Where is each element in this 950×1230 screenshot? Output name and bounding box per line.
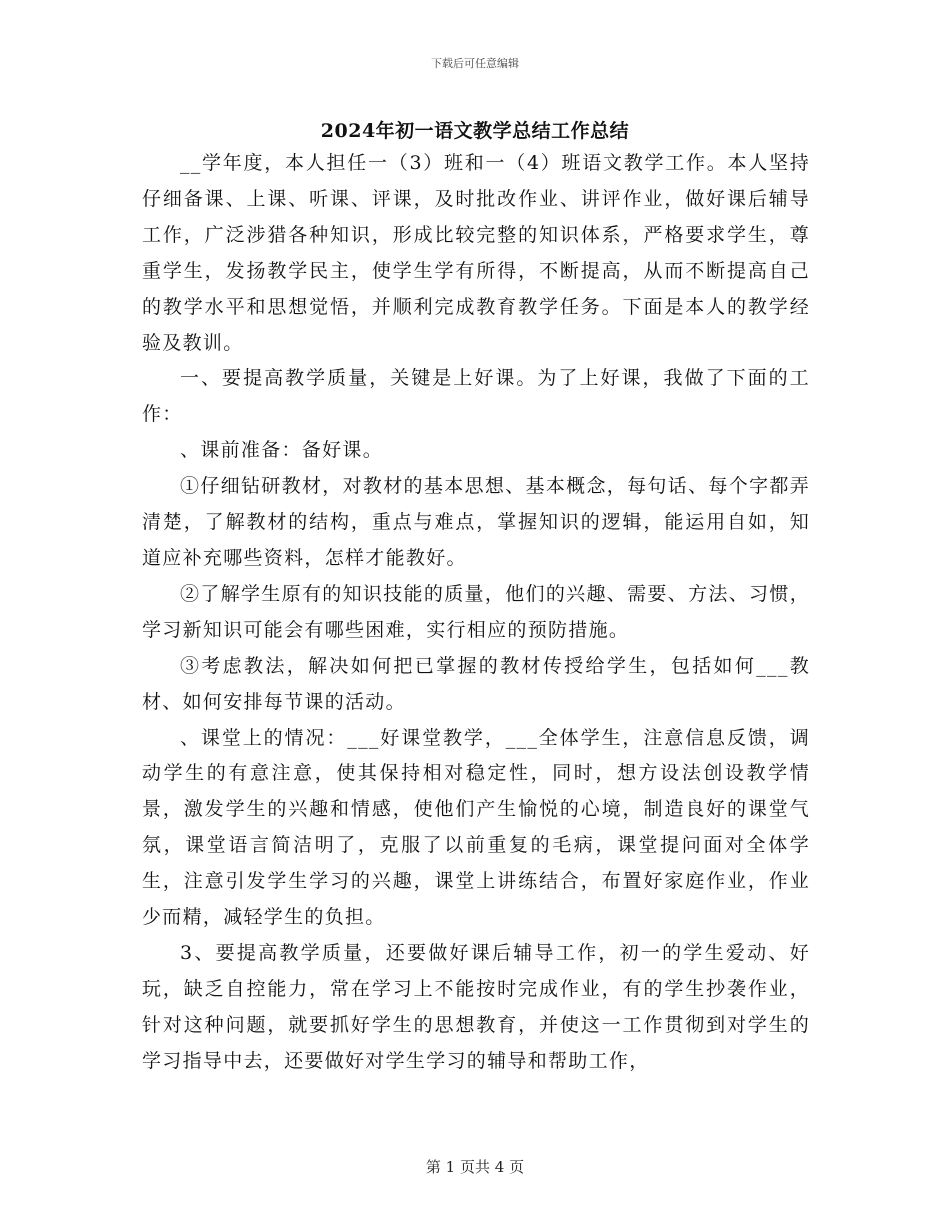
- paragraph-after-class: 3、要提高教学质量，还要做好课后辅导工作，初一的学生爱动、好玩，缺乏自控能力，常在学习上不能按时完成作业，有的学生抄袭作业，针对这种问题，就要抓好学生的思想教育，并使这一工作贯彻到对学生的学习指导中去，还要做好对学生学习的辅导和帮助工作，: [142, 941, 810, 1072]
- paragraph-item-1: ①仔细钻研教材，对教材的基本思想、基本概念，每句话、每个字都弄清楚，了解教材的结构，重点与难点，掌握知识的逻辑，能运用自如，知道应补充哪些资料，怎样才能教好。: [142, 475, 810, 569]
- document-body: [142, 146, 810, 1080]
- page-title: 2024年初一语文教学总结工作总结: [320, 120, 630, 142]
- paragraph-classroom: 、课堂上的情况：___好课堂教学，___全体学生，注意信息反馈，调动学生的有意注意，使其保持相对稳定性，同时，想方设法创设教学情景，激发学生的兴趣和情感，使他们产生愉悦的心境，制造良好的课堂气氛，课堂语言简洁明了，克服了以前重复的毛病，课堂提问面对全体学生，注意引发学生学习的兴趣，课堂上讲练结合，布置好家庭作业，作业少而精，减轻学生的负担。: [142, 726, 810, 929]
- page-number: 第 1 页共 4 页: [425, 1158, 525, 1176]
- header-note: 下载后可任意编辑: [431, 57, 519, 70]
- paragraph-section-one: 一、要提高教学质量，关键是上好课。为了上好课，我做了下面的工作：: [142, 367, 810, 426]
- paragraph-preparation: 、课前准备：备好课。: [180, 439, 384, 462]
- paragraph-item-3: ③考虑教法，解决如何把已掌握的教材传授给学生，包括如何___教材、如何安排每节课的活动。: [142, 654, 810, 713]
- paragraph-intro: __学年度，本人担任一（3）班和一（4）班语文教学工作。本人坚持仔细备课、上课、听课、评课，及时批改作业、讲评作业，做好课后辅导工作，广泛涉猎各种知识，形成比较完整的知识体系，严格要求学生，尊重学生，发扬教学民主，使学生学有所得，不断提高，从而不断提高自己的教学水平和思想觉悟，并顺利完成教育教学任务。下面是本人的教学经验及教训。: [142, 152, 810, 354]
- paragraph-item-2: ②了解学生原有的知识技能的质量，他们的兴趣、需要、方法、习惯，学习新知识可能会有哪些困难，实行相应的预防措施。: [142, 582, 810, 641]
